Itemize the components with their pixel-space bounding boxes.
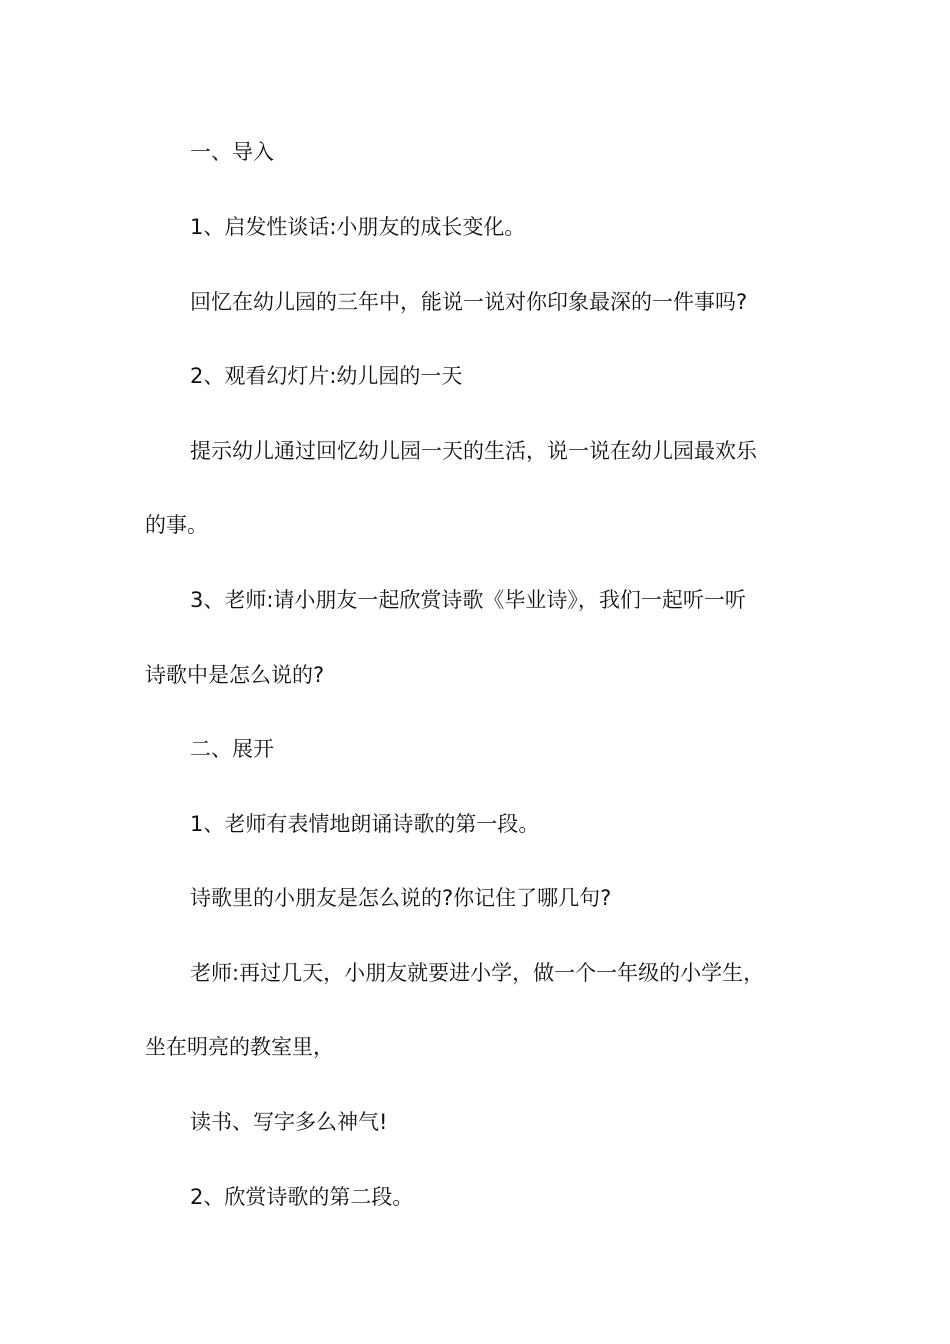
paragraph: 1、老师有表情地朗诵诗歌的第一段。 bbox=[190, 812, 540, 836]
paragraph: 1、启发性谈话:小朋友的成长变化。 bbox=[190, 215, 526, 239]
paragraph: 提示幼儿通过回忆幼儿园一天的生活，说一说在幼儿园最欢乐 bbox=[190, 439, 757, 463]
paragraph: 2、欣赏诗歌的第二段。 bbox=[190, 1185, 414, 1209]
section-heading-expand: 二、展开 bbox=[190, 737, 274, 761]
section-heading-intro: 一、导入 bbox=[190, 140, 274, 164]
paragraph: 诗歌里的小朋友是怎么说的?你记住了哪几句? bbox=[190, 886, 612, 910]
paragraph: 3、老师:请小朋友一起欣赏诗歌《毕业诗》，我们一起听一听 bbox=[190, 588, 746, 612]
paragraph-continuation: 诗歌中是怎么说的? bbox=[145, 663, 325, 687]
paragraph: 读书、写字多么神气! bbox=[190, 1110, 388, 1134]
paragraph: 老师:再过几天，小朋友就要进小学，做一个一年级的小学生， bbox=[190, 961, 765, 985]
paragraph-continuation: 的事。 bbox=[145, 513, 208, 537]
paragraph-continuation: 坐在明亮的教室里， bbox=[145, 1035, 334, 1059]
paragraph: 2、观看幻灯片:幼儿园的一天 bbox=[190, 364, 463, 388]
paragraph: 回忆在幼儿园的三年中，能说一说对你印象最深的一件事吗? bbox=[190, 290, 748, 314]
